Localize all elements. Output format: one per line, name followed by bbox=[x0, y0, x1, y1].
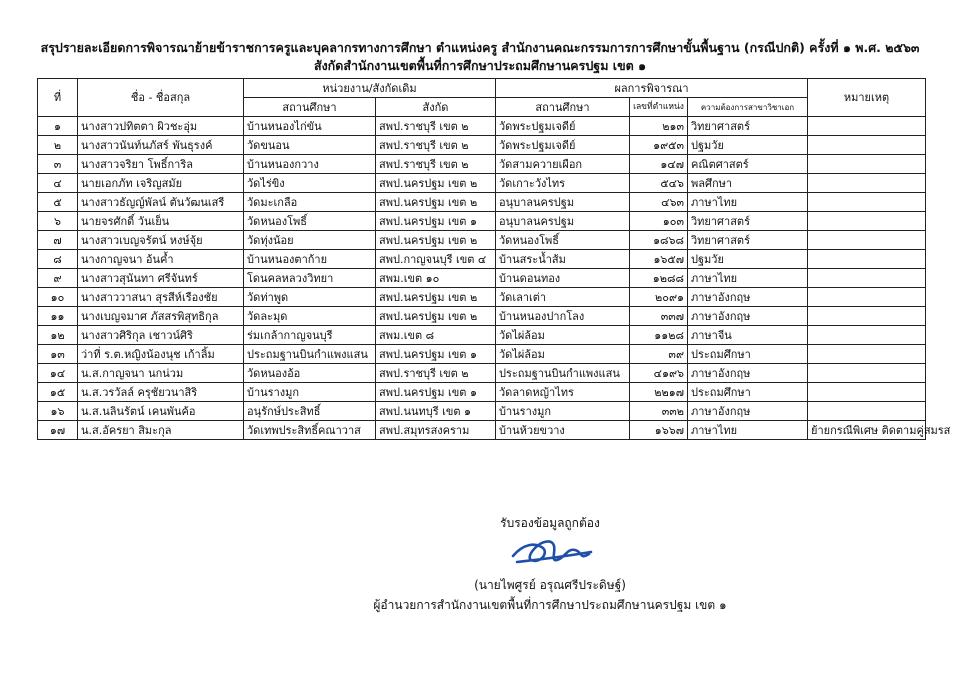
cell-origin-office: สพป.ราชบุรี เขต ๒ bbox=[376, 117, 496, 136]
cell-no: ๑๐ bbox=[38, 288, 78, 307]
table-row bbox=[38, 364, 926, 383]
col-header-position-no: เลขที่ตำแหน่ง bbox=[630, 98, 688, 117]
table-row bbox=[38, 117, 926, 136]
cell-subject: ภาษาจีน bbox=[688, 326, 808, 345]
cell-name: นางสาวนันท์นภัสร์ พันธุรงค์ bbox=[78, 136, 244, 155]
cell-remark bbox=[808, 212, 926, 231]
cell-remark bbox=[808, 326, 926, 345]
table-row bbox=[38, 250, 926, 269]
cell-subject: วิทยาศาสตร์ bbox=[688, 212, 808, 231]
table-row bbox=[38, 383, 926, 402]
cell-position-no: ๑๒๘๘ bbox=[630, 269, 688, 288]
cell-no: ๖ bbox=[38, 212, 78, 231]
cell-no: ๑ bbox=[38, 117, 78, 136]
cell-position-no: ๑๖๖๗ bbox=[630, 421, 688, 440]
cell-origin-school: วัดเทพประสิทธิ์คณาวาส bbox=[244, 421, 376, 440]
cell-subject: ประถมศึกษา bbox=[688, 383, 808, 402]
cell-origin-office: สพป.ราชบุรี เขต ๒ bbox=[376, 136, 496, 155]
cell-no: ๕ bbox=[38, 193, 78, 212]
cell-result-school: อนุบาลนครปฐม bbox=[496, 193, 630, 212]
cell-position-no: ๑๐๓ bbox=[630, 212, 688, 231]
col-header-result-school: สถานศึกษา bbox=[496, 98, 630, 117]
cell-subject: ภาษาไทย bbox=[688, 421, 808, 440]
cell-name: น.ส.กาญจนา นกน่วม bbox=[78, 364, 244, 383]
cell-subject: ภาษาอังกฤษ bbox=[688, 364, 808, 383]
cell-origin-school: ประถมฐานบินกำแพงแสน bbox=[244, 345, 376, 364]
cell-no: ๑๑ bbox=[38, 307, 78, 326]
cell-origin-office: สพป.นครปฐม เขต ๒ bbox=[376, 193, 496, 212]
cell-subject: พลศึกษา bbox=[688, 174, 808, 193]
cell-result-school: วัดพระปฐมเจดีย์ bbox=[496, 117, 630, 136]
cell-name: นายจรศักดิ์ วันเย็น bbox=[78, 212, 244, 231]
table-row bbox=[38, 193, 926, 212]
signer-name: (นายไพศูรย์ อรุณศรีประดิษฐ์) bbox=[474, 578, 626, 592]
cell-position-no: ๔๖๓ bbox=[630, 193, 688, 212]
table-body bbox=[38, 117, 951, 440]
cell-origin-school: อนุรักษ์ประสิทธิ์ bbox=[244, 402, 376, 421]
cell-position-no: ๒๐๙๑ bbox=[630, 288, 688, 307]
cell-origin-school: บ้านหนองตาก้าย bbox=[244, 250, 376, 269]
cell-result-school: บ้านห้วยขวาง bbox=[496, 421, 630, 440]
document-title: สรุปรายละเอียดการพิจารณาย้ายข้าราชการครูและบุคลากรทางการศึกษา ตำแหน่งครู สำนักงานคณะกรรมการการศึกษาขั้นพื้นฐาน (กรณีปกติ) ครั้งที่ ๑ พ.ศ. ๒๕๖๓ bbox=[40, 40, 920, 55]
cell-name: น.ส.นลินรัตน์ เคนพันค้อ bbox=[78, 402, 244, 421]
cell-result-school: วัดไผ่ล้อม bbox=[496, 345, 630, 364]
cell-result-school: วัดเลาเต่า bbox=[496, 288, 630, 307]
table-row bbox=[38, 421, 926, 440]
cell-origin-office: สพม.เขต ๘ bbox=[376, 326, 496, 345]
cell-result-school: วัดลาดหญ้าไทร bbox=[496, 383, 630, 402]
cell-subject: ภาษาไทย bbox=[688, 193, 808, 212]
table-row bbox=[38, 136, 926, 155]
cell-no: ๑๕ bbox=[38, 383, 78, 402]
cell-position-no: ๑๔๗ bbox=[630, 155, 688, 174]
cell-name: นางสาววาสนา สุรสีห์เรืองชัย bbox=[78, 288, 244, 307]
cell-subject: วิทยาศาสตร์ bbox=[688, 117, 808, 136]
cell-position-no: ๑๖๕๗ bbox=[630, 250, 688, 269]
cell-remark bbox=[808, 288, 926, 307]
table-row bbox=[38, 212, 926, 231]
cell-remark bbox=[808, 117, 926, 136]
cell-subject: ภาษาอังกฤษ bbox=[688, 288, 808, 307]
table-row bbox=[38, 231, 926, 250]
cell-name: นางกาญจนา อ้นค้ำ bbox=[78, 250, 244, 269]
cell-origin-school: วัดท่าพูด bbox=[244, 288, 376, 307]
cell-result-school: ประถมฐานบินกำแพงแสน bbox=[496, 364, 630, 383]
cell-result-school: วัดพระปฐมเจดีย์ bbox=[496, 136, 630, 155]
cell-subject: ปฐมวัย bbox=[688, 250, 808, 269]
cell-origin-office: สพป.นครปฐม เขต ๑ bbox=[376, 212, 496, 231]
table-row bbox=[38, 288, 926, 307]
cell-remark: ย้ายกรณีพิเศษ ติดตามคู่สมรส bbox=[808, 421, 926, 440]
cell-name: นางเบญจมาศ ภัสสรพิสุทธิกุล bbox=[78, 307, 244, 326]
cell-result-school: วัดไผ่ล้อม bbox=[496, 326, 630, 345]
cell-remark bbox=[808, 383, 926, 402]
cell-origin-school: วัดทุ่งน้อย bbox=[244, 231, 376, 250]
col-header-result-group: ผลการพิจารณา bbox=[496, 79, 808, 98]
cell-result-school: วัดเกาะวังไทร bbox=[496, 174, 630, 193]
cell-position-no: ๑๙๕๓ bbox=[630, 136, 688, 155]
cell-origin-office: สพป.สมุทรสงคราม bbox=[376, 421, 496, 440]
cell-remark bbox=[808, 136, 926, 155]
cell-origin-office: สพป.นครปฐม เขต ๒ bbox=[376, 307, 496, 326]
col-header-no: ที่ bbox=[38, 79, 78, 117]
cell-result-school: อนุบาลนครปฐม bbox=[496, 212, 630, 231]
table-row bbox=[38, 307, 926, 326]
cell-origin-office: สพป.นครปฐม เขต ๒ bbox=[376, 288, 496, 307]
transfer-table bbox=[37, 78, 951, 440]
cell-position-no: ๑๑๒๘ bbox=[630, 326, 688, 345]
cell-origin-school: บ้านรางมูก bbox=[244, 383, 376, 402]
cell-no: ๑๖ bbox=[38, 402, 78, 421]
cell-origin-school: ร่มเกล้ากาญจนบุรี bbox=[244, 326, 376, 345]
cell-name: นางสาวปทิตตา ผิวชะอุ่ม bbox=[78, 117, 244, 136]
cell-remark bbox=[808, 364, 926, 383]
table-row bbox=[38, 174, 926, 193]
table-row bbox=[38, 402, 926, 421]
cell-origin-school: วัดละมุด bbox=[244, 307, 376, 326]
cell-remark bbox=[808, 402, 926, 421]
cell-origin-office: สพป.นนทบุรี เขต ๑ bbox=[376, 402, 496, 421]
col-header-origin-office: สังกัด bbox=[376, 98, 496, 117]
cell-position-no: ๑๘๖๘ bbox=[630, 231, 688, 250]
cell-subject: คณิตศาสตร์ bbox=[688, 155, 808, 174]
cell-position-no: ๓๓๗ bbox=[630, 307, 688, 326]
cell-name: นางสาวสุนันทา ศรีจันทร์ bbox=[78, 269, 244, 288]
cell-no: ๗ bbox=[38, 231, 78, 250]
cell-origin-office: สพป.ราชบุรี เขต ๒ bbox=[376, 155, 496, 174]
cell-no: ๔ bbox=[38, 174, 78, 193]
cell-result-school: บ้านหนองปากโลง bbox=[496, 307, 630, 326]
cell-origin-office: สพป.นครปฐม เขต ๑ bbox=[376, 383, 496, 402]
cell-origin-office: สพป.นครปฐม เขต ๒ bbox=[376, 231, 496, 250]
cell-position-no: ๔๑๙๖ bbox=[630, 364, 688, 383]
cell-no: ๒ bbox=[38, 136, 78, 155]
cell-name: น.ส.วรวัลล์ ครุชัยวนาสิริ bbox=[78, 383, 244, 402]
cell-origin-school: วัดไร่ขิง bbox=[244, 174, 376, 193]
col-header-remark: หมายเหตุ bbox=[808, 79, 926, 117]
col-header-origin-school: สถานศึกษา bbox=[244, 98, 376, 117]
cell-origin-office: สพป.นครปฐม เขต ๑ bbox=[376, 345, 496, 364]
cell-remark bbox=[808, 345, 926, 364]
cell-remark bbox=[808, 231, 926, 250]
cell-name: นางสาวธัญญ์พัลน์ ตันวัฒนเสรี bbox=[78, 193, 244, 212]
certify-label: รับรองข้อมูลถูกต้อง bbox=[500, 516, 600, 530]
cell-result-school: วัดสามควายเผือก bbox=[496, 155, 630, 174]
signature-image bbox=[505, 530, 595, 575]
cell-remark bbox=[808, 307, 926, 326]
col-header-subject: ความต้องการสาขาวิชาเอก bbox=[688, 98, 808, 117]
cell-no: ๘ bbox=[38, 250, 78, 269]
signer-position: ผู้อำนวยการสำนักงานเขตพื้นที่การศึกษาประถมศึกษานครปฐม เขต ๑ bbox=[373, 598, 727, 612]
cell-position-no: ๓๙ bbox=[630, 345, 688, 364]
cell-no: ๑๒ bbox=[38, 326, 78, 345]
cell-remark bbox=[808, 269, 926, 288]
cell-name: ว่าที่ ร.ต.หญิงน้องนุช เก้าลิ้ม bbox=[78, 345, 244, 364]
cell-result-school: วัดหนองโพธิ์ bbox=[496, 231, 630, 250]
cell-position-no: ๓๓๒ bbox=[630, 402, 688, 421]
cell-no: ๓ bbox=[38, 155, 78, 174]
cell-result-school: บ้านดอนทอง bbox=[496, 269, 630, 288]
document-subtitle: สังกัดสำนักงานเขตพื้นที่การศึกษาประถมศึกษานครปฐม เขต ๑ bbox=[313, 58, 647, 73]
cell-subject: ภาษาอังกฤษ bbox=[688, 402, 808, 421]
cell-name: นางสาวศิริกุล เชาวน์ศิริ bbox=[78, 326, 244, 345]
cell-origin-school: บ้านหนองไก่ขัน bbox=[244, 117, 376, 136]
cell-origin-school: โดนคลหลวงวิทยา bbox=[244, 269, 376, 288]
table-row bbox=[38, 345, 926, 364]
cell-origin-office: สพม.เขต ๑๐ bbox=[376, 269, 496, 288]
cell-result-school: บ้านรางมูก bbox=[496, 402, 630, 421]
cell-origin-school: วัดขนอน bbox=[244, 136, 376, 155]
cell-origin-office: สพป.นครปฐม เขต ๒ bbox=[376, 174, 496, 193]
cell-position-no: ๕๔๖ bbox=[630, 174, 688, 193]
cell-remark bbox=[808, 250, 926, 269]
cell-origin-office: สพป.กาญจนบุรี เขต ๔ bbox=[376, 250, 496, 269]
cell-subject: ภาษาไทย bbox=[688, 269, 808, 288]
cell-position-no: ๒๑๓ bbox=[630, 117, 688, 136]
table-row bbox=[38, 326, 926, 345]
col-header-origin-group: หน่วยงาน/สังกัดเดิม bbox=[244, 79, 496, 98]
cell-origin-school: วัดหนองโพธิ์ bbox=[244, 212, 376, 231]
cell-name: นายเอกภัท เจริญสมัย bbox=[78, 174, 244, 193]
cell-name: นางสาวจริยา โพธิ์การิล bbox=[78, 155, 244, 174]
cell-no: ๑๔ bbox=[38, 364, 78, 383]
cell-name: น.ส.อัครยา สิมะกุล bbox=[78, 421, 244, 440]
cell-subject: ปฐมวัย bbox=[688, 136, 808, 155]
cell-remark bbox=[808, 155, 926, 174]
cell-remark bbox=[808, 174, 926, 193]
table-row bbox=[38, 155, 926, 174]
cell-origin-school: วัดมะเกลือ bbox=[244, 193, 376, 212]
cell-subject: วิทยาศาสตร์ bbox=[688, 231, 808, 250]
cell-result-school: บ้านสระน้ำส้ม bbox=[496, 250, 630, 269]
cell-name: นางสาวเบญจรัตน์ หงษ์จุ้ย bbox=[78, 231, 244, 250]
cell-origin-school: วัดหนองอ้อ bbox=[244, 364, 376, 383]
cell-position-no: ๒๒๑๗ bbox=[630, 383, 688, 402]
cell-subject: ประถมศึกษา bbox=[688, 345, 808, 364]
cell-no: ๙ bbox=[38, 269, 78, 288]
cell-origin-office: สพป.ราชบุรี เขต ๒ bbox=[376, 364, 496, 383]
cell-no: ๑๗ bbox=[38, 421, 78, 440]
col-header-name: ชื่อ - ชื่อสกุล bbox=[78, 79, 244, 117]
table-row bbox=[38, 269, 926, 288]
cell-subject: ภาษาอังกฤษ bbox=[688, 307, 808, 326]
cell-origin-school: บ้านหนองกวาง bbox=[244, 155, 376, 174]
cell-no: ๑๓ bbox=[38, 345, 78, 364]
cell-remark bbox=[808, 193, 926, 212]
